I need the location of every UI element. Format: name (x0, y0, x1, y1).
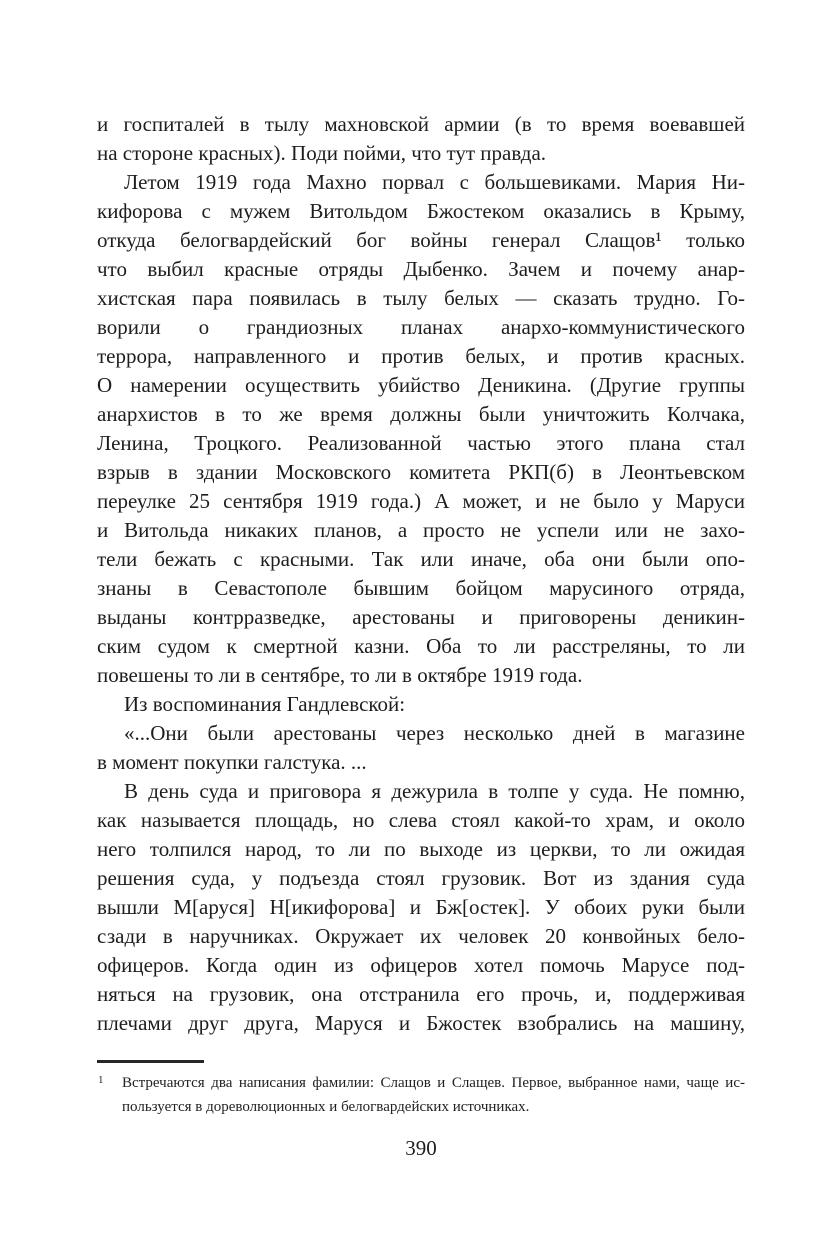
text-line: и Витольда никаких планов, а просто не успели или не захо- (97, 518, 745, 542)
text-line: вышли М[аруся] Н[икифорова] и Бж[остек]. У обоих руки были (97, 895, 745, 919)
footnote-separator (97, 1060, 204, 1063)
text-line: что выбил красные отряды Дыбенко. Зачем и почему анар- (97, 257, 745, 281)
text-line: переулке 25 сентября 1919 года.) А может, и не было у Маруси (97, 489, 745, 513)
text-line: откуда белогвардейский бог войны генерал Слащов¹ только (97, 228, 745, 252)
text-line: «...Они были арестованы через несколько дней в магазине (124, 721, 745, 745)
text-line: Летом 1919 года Махно порвал с большевиками. Мария Ни- (124, 170, 745, 194)
text-line: ворили о грандиозных планах анархо-коммунистического (97, 315, 745, 339)
text-line: анархистов в то же время должны были уничтожить Колчака, (97, 402, 745, 426)
text-line: хистская пара появилась в тылу белых — сказать трудно. Го- (97, 286, 745, 310)
text-line: повешены то ли в сентябре, то ли в октябре 1919 года. (97, 663, 583, 687)
page-number: 390 (405, 1136, 437, 1160)
text-line: сзади в наручниках. Окружает их человек 20 конвойных бело- (97, 924, 745, 948)
footnote-text: Встречаются два написания фамилии: Слащов и Слащев. Первое, выбранное нами, чаще ис- (122, 1075, 745, 1091)
text-line: няться на грузовик, она отстранила его прочь, и, поддерживая (97, 982, 745, 1006)
footnote-line (97, 1071, 745, 1095)
text-line: как называется площадь, но слева стоял какой-то храм, и около (97, 808, 745, 832)
text-line: взрыв в здании Московского комитета РКП(б) в Леонтьевском (97, 460, 745, 484)
text-line: него толпился народ, то ли по выходе из церкви, то ли ожидая (97, 837, 745, 861)
text-line: выданы контрразведке, арестованы и приговорены деникин- (97, 605, 745, 629)
text-line: Ленина, Троцкого. Реализованной частью этого плана стал (97, 431, 745, 455)
text-line: и госпиталей в тылу махновской армии (в то время воевавшей (97, 112, 745, 136)
footnote-marker: 1 (98, 1074, 104, 1086)
text-line: В день суда и приговора я дежурила в толпе у суда. Не помню, (124, 779, 745, 803)
text-line: на стороне красных). Поди пойми, что тут правда. (97, 141, 547, 165)
text-line: плечами друг друга, Маруся и Бжостек взобрались на машину, (97, 1011, 745, 1035)
text-line: террора, направленного и против белых, и против красных. (97, 344, 745, 368)
text-line: решения суда, у подъезда стоял грузовик. Вот из здания суда (97, 866, 745, 890)
text-line: Из воспоминания Гандлевской: (124, 692, 406, 716)
footnote-line: пользуется в дореволюционных и белогвардейских источниках. (122, 1099, 530, 1115)
text-line: О намерении осуществить убийство Деникина. (Другие группы (97, 373, 745, 397)
text-line: ским судом к смертной казни. Оба то ли расстреляны, то ли (97, 634, 745, 658)
text-line: тели бежать с красными. Так или иначе, оба они были опо- (97, 547, 745, 571)
text-block (97, 110, 745, 1038)
footnote (97, 1071, 745, 1119)
text-line: знаны в Севастополе бывшим бойцом марусиного отряда, (97, 576, 745, 600)
text-line: офицеров. Когда один из офицеров хотел помочь Марусе под- (97, 953, 745, 977)
text-line: в момент покупки галстука. ... (97, 750, 367, 774)
text-line: кифорова с мужем Витольдом Бжостеком оказались в Крыму, (97, 199, 745, 223)
